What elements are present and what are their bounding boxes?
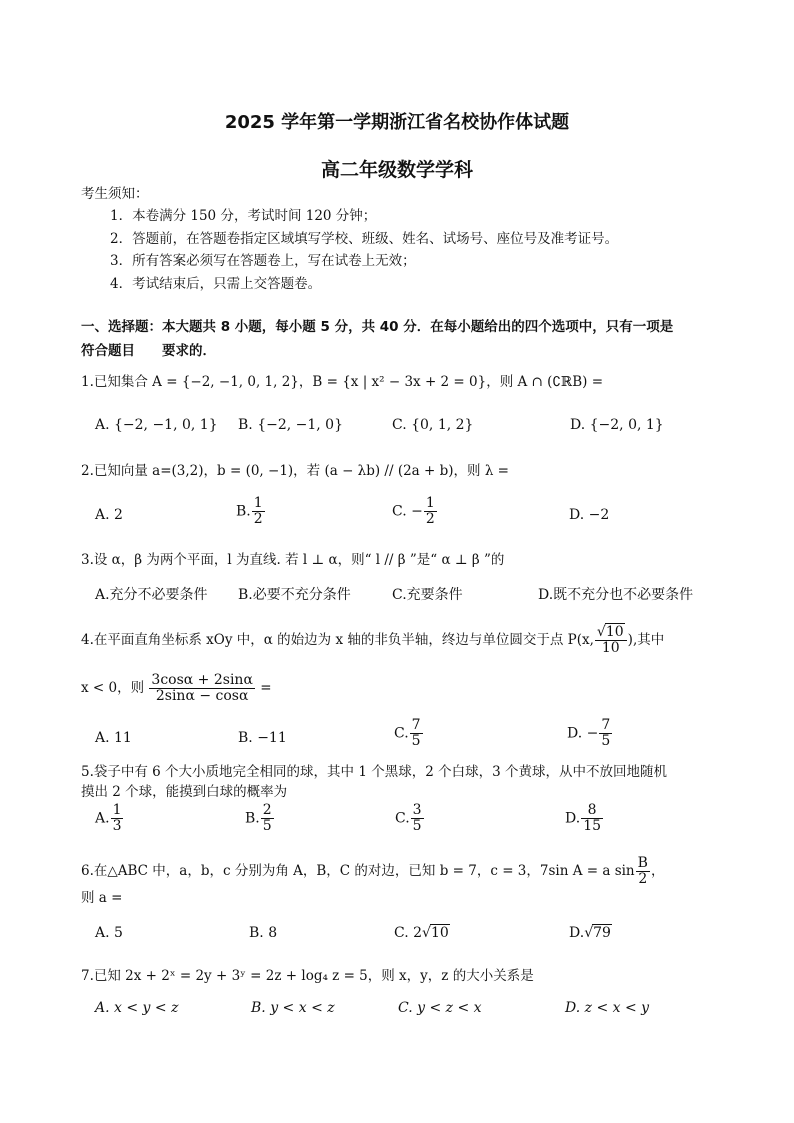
numerator: 2 — [262, 802, 272, 818]
denominator: 5 — [411, 733, 421, 749]
denominator: 2 — [253, 511, 263, 527]
sqrt-icon: √ — [422, 925, 431, 941]
question-7-option-b: B. y < x < z — [251, 1000, 335, 1016]
option-label: B. — [245, 810, 260, 827]
question-5-option-d — [565, 803, 604, 834]
option-label: A. — [95, 810, 110, 827]
fraction — [411, 803, 424, 834]
question-7-option-c: C. y < z < x — [398, 1000, 482, 1016]
question-5-option-c — [395, 803, 425, 834]
question-1-option-d: D. {−2, 0, 1} — [570, 417, 664, 433]
exam-subtitle: 高二年级数学学科 — [320, 159, 473, 181]
question-1-option-a: A. {−2, −1, 0, 1} — [95, 417, 218, 433]
question-1-option-c: C. {0, 1, 2} — [392, 417, 474, 433]
question-5-option-a — [95, 803, 124, 834]
numerator: 7 — [411, 717, 421, 733]
question-4-expression — [81, 673, 272, 704]
question-6-option-d — [569, 925, 612, 941]
notice-item-2: 2．答题前，在答题卷指定区域填写学校、班级、姓名、试场号、座位号及准考证号。 — [110, 231, 619, 247]
notice-item-1: 1．本卷满分 150 分，考试时间 120 分钟； — [110, 208, 377, 224]
exam-title: 2025 学年第一学期浙江省名校协作体试题 — [224, 112, 570, 133]
question-3-option-c: C.充要条件 — [392, 587, 463, 603]
numerator: 1 — [253, 495, 263, 511]
denominator: 5 — [262, 818, 272, 834]
question-7-option-d: D. z < x < y — [565, 1000, 650, 1016]
numerator: 3 — [412, 802, 422, 818]
stem-text: 6.在△ABC 中，a，b，c 分别为角 A，B，C 的对边，已知 b = 7，c = 3，7sin A = a sin — [81, 863, 635, 879]
radicand: 79 — [593, 925, 611, 941]
denominator: 5 — [601, 733, 611, 749]
question-2-option-d: D. −2 — [569, 507, 610, 523]
option-label: C. — [395, 810, 410, 827]
option-label: D. − — [567, 725, 599, 742]
question-6-option-a: A. 5 — [95, 925, 123, 941]
fraction — [111, 803, 124, 834]
denominator: 2 — [638, 871, 648, 887]
stem-text-end: ),其中 — [627, 632, 665, 648]
numerator: B — [637, 855, 648, 871]
option-label: C. — [394, 725, 409, 742]
question-2-option-c — [392, 496, 438, 527]
question-3-stem: 3.设 α，β 为两个平面，l 为直线. 若 l ⊥ α，则“ l // β ”是“ α ⊥ β ”的 — [81, 552, 505, 568]
denominator: 2sinα − cosα — [155, 688, 249, 704]
question-4-option-d — [567, 718, 613, 749]
denominator: 2 — [425, 511, 435, 527]
numerator — [595, 625, 627, 641]
fraction — [581, 803, 603, 834]
numerator: 1 — [112, 802, 122, 818]
option-label: D. — [565, 810, 581, 827]
question-7-stem: 7.已知 2x + 2ˣ = 2y + 3ʸ = 2z + log₄ z = 5，则 x，y，z 的大小关系是 — [81, 968, 534, 984]
notice-heading: 考生须知： — [81, 186, 149, 202]
equals-sign: = — [260, 680, 272, 696]
question-3-option-b: B.必要不充分条件 — [238, 587, 351, 603]
section-heading-line2: 符合题目 要求的． — [81, 343, 216, 359]
question-1-option-b: B. {−2, −1, 0} — [238, 417, 343, 433]
question-3-option-d: D.既不充分也不必要条件 — [538, 587, 694, 603]
question-3-option-a: A.充分不必要条件 — [95, 587, 208, 603]
question-6-option-c — [394, 925, 450, 941]
fraction — [252, 496, 265, 527]
expression-fraction — [149, 673, 255, 704]
radicand: 10 — [605, 624, 624, 640]
fraction — [595, 625, 627, 656]
sqrt-icon: √ — [596, 624, 606, 640]
sqrt-icon: √ — [584, 925, 594, 941]
numerator: 1 — [425, 495, 435, 511]
stem-text: 4.在平面直角坐标系 xOy 中，α 的始边为 x 轴的非负半轴，终边与单位圆交于点 P(x, — [81, 632, 594, 648]
fraction — [636, 856, 650, 887]
radicand: 10 — [430, 925, 449, 941]
question-4-stem — [81, 625, 664, 656]
denominator: 3 — [112, 818, 122, 834]
question-2-option-b — [236, 496, 266, 527]
fraction — [410, 718, 423, 749]
option-label: B. — [236, 503, 251, 520]
option-label: D. — [569, 925, 585, 941]
question-4-option-a: A. 11 — [95, 730, 132, 746]
option-label: C. − — [392, 503, 423, 520]
option-label: C. 2 — [394, 925, 423, 941]
fraction — [424, 496, 437, 527]
notice-item-3: 3．所有答案必须写在答题卷上，写在试卷上无效； — [110, 253, 416, 269]
question-1-stem: 1.已知集合 A = {−2, −1, 0, 1, 2}，B = {x | x² − 3x + 2 = 0}，则 A ∩ (∁ℝB) = — [81, 374, 604, 390]
numerator: 8 — [581, 803, 603, 819]
numerator: 3cosα + 2sinα — [151, 672, 253, 688]
numerator: 7 — [601, 717, 611, 733]
stem-text-end: ， — [650, 863, 665, 879]
question-7-option-a: A. x < y < z — [95, 1000, 179, 1016]
denominator: 15 — [583, 818, 602, 834]
question-4-option-b: B. −11 — [238, 730, 287, 746]
fraction — [599, 718, 612, 749]
question-6-option-b: B. 8 — [249, 925, 278, 941]
condition-text: x < 0，则 — [81, 680, 145, 696]
section-heading-line1: 一、选择题：本大题共 8 小题，每小题 5 分，共 40 分．在每小题给出的四个选项中，只有一项是 — [81, 319, 674, 335]
denominator: 10 — [601, 640, 620, 656]
question-6-stem — [81, 856, 664, 887]
question-2-stem: 2.已知向量 a=(3,2)，b = (0, −1)，若 (a − λb) // (2a + b)，则 λ = — [81, 463, 509, 479]
notice-item-4: 4．考试结束后，只需上交答题卷。 — [110, 276, 322, 292]
fraction — [261, 803, 274, 834]
question-4-option-c — [394, 718, 424, 749]
question-5-stem-line1: 5.袋子中有 6 个大小质地完全相同的球，其中 1 个黑球，2 个白球，3 个黄球，从中不放回地随机 — [81, 764, 667, 780]
question-5-stem-line2: 摸出 2 个球，能摸到白球的概率为 — [81, 784, 288, 800]
question-6-stem-line2: 则 a = — [81, 890, 123, 906]
question-5-option-b — [245, 803, 275, 834]
question-2-option-a: A. 2 — [95, 507, 123, 523]
denominator: 5 — [412, 818, 422, 834]
